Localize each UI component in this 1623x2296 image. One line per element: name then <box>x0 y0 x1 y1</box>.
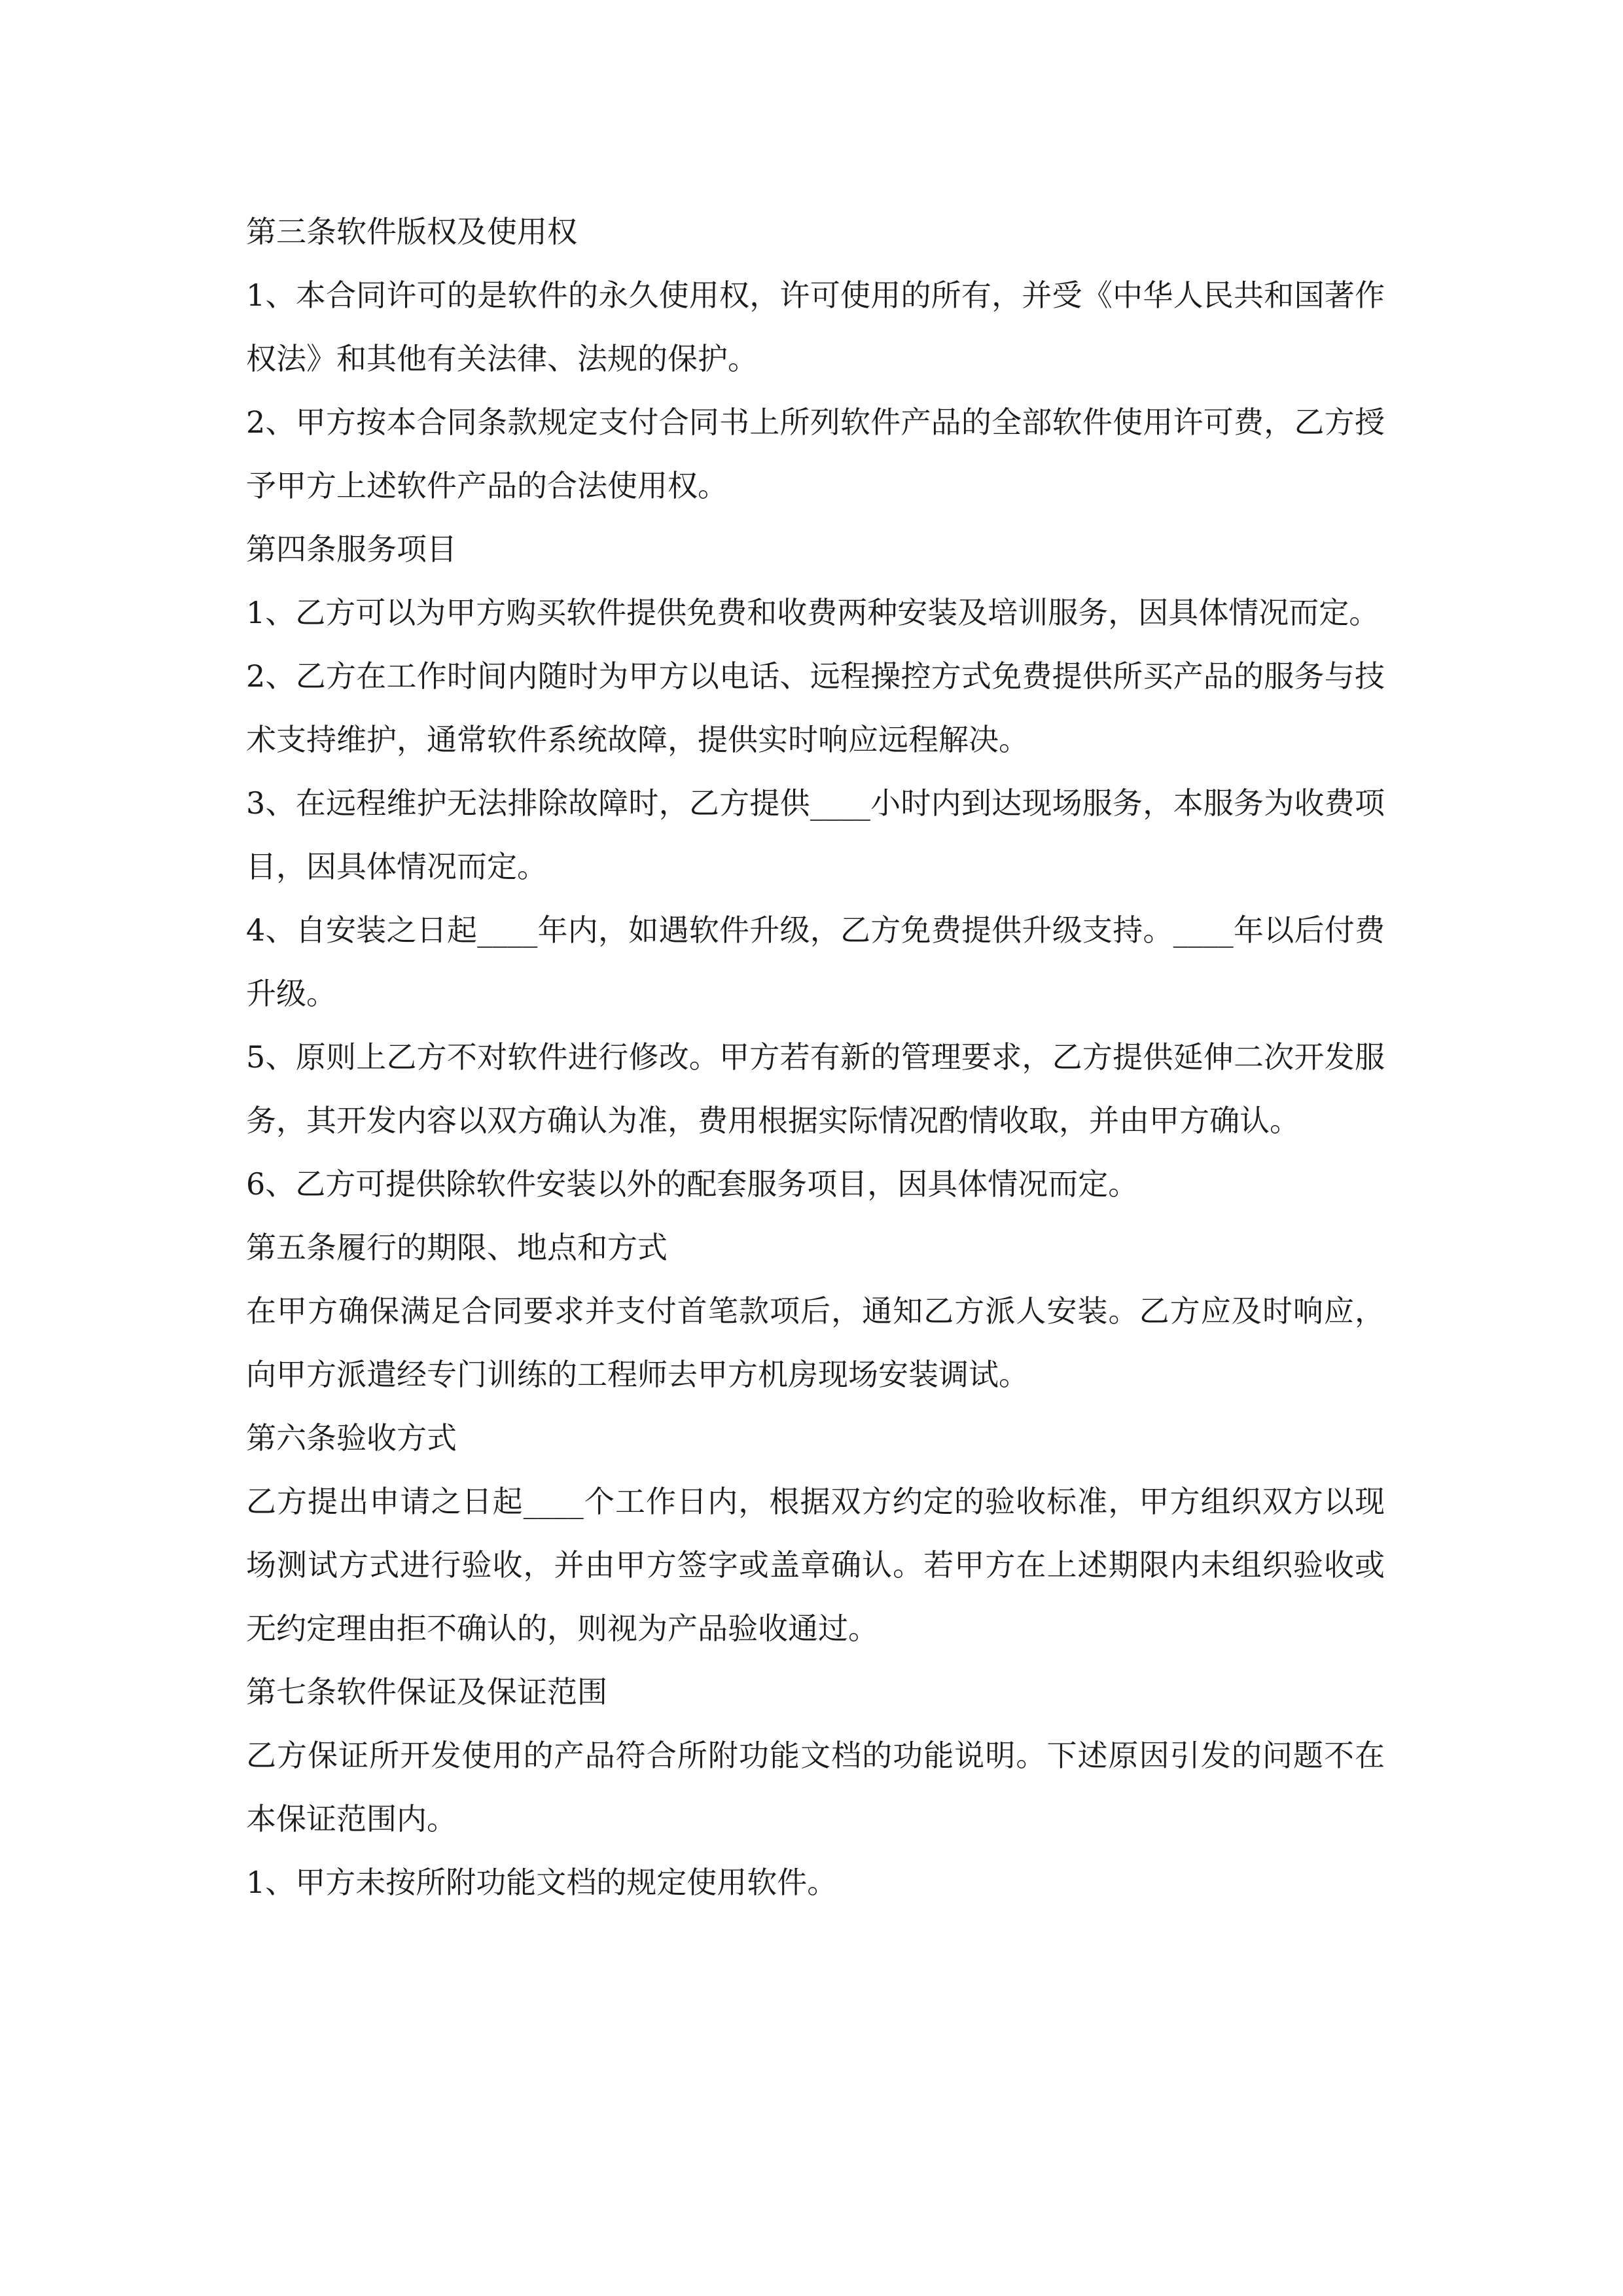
document-body <box>246 200 1385 1914</box>
article-3-clause-1: 1、本合同许可的是软件的永久使用权，许可使用的所有，并受《中华人民共和国著作权法》和其他有关法律、法规的保护。 <box>246 278 1385 376</box>
article-7-body: 乙方保证所开发使用的产品符合所附功能文档的功能说明。下述原因引发的问题不在本保证范围内。 <box>246 1738 1385 1837</box>
article-7-heading: 第七条软件保证及保证范围 <box>246 1674 607 1710</box>
article-4-clause-1: 1、乙方可以为甲方购买软件提供免费和收费两种安装及培训服务，因具体情况而定。 <box>246 595 1380 630</box>
article-6-heading: 第六条验收方式 <box>246 1420 457 1456</box>
article-4-heading: 第四条服务项目 <box>246 531 457 567</box>
article-4-clause-6: 6、乙方可提供除软件安装以外的配套服务项目，因具体情况而定。 <box>246 1166 1139 1202</box>
article-5-body: 在甲方确保满足合同要求并支付首笔款项后，通知乙方派人安装。乙方应及时响应，向甲方派遣经专门训练的工程师去甲方机房现场安装调试。 <box>246 1293 1385 1392</box>
article-4-clause-4: 4、自安装之日起____年内，如遇软件升级，乙方免费提供升级支持。____年以后付费升级。 <box>246 912 1385 1011</box>
article-4-clause-2: 2、乙方在工作时间内随时为甲方以电话、远程操控方式免费提供所买产品的服务与技术支持维护，通常软件系统故障，提供实时响应远程解决。 <box>246 658 1385 757</box>
article-3-clause-2: 2、甲方按本合同条款规定支付合同书上所列软件产品的全部软件使用许可费，乙方授予甲方上述软件产品的合法使用权。 <box>246 404 1385 503</box>
article-3-heading: 第三条软件版权及使用权 <box>246 214 577 249</box>
article-5-heading: 第五条履行的期限、地点和方式 <box>246 1230 668 1265</box>
article-6-body: 乙方提出申请之日起____个工作日内，根据双方约定的验收标准，甲方组织双方以现场测试方式进行验收，并由甲方签字或盖章确认。若甲方在上述期限内未组织验收或无约定理由拒不确认的，则视为产品验收通过。 <box>246 1484 1385 1646</box>
article-4-clause-3: 3、在远程维护无法排除故障时，乙方提供____小时内到达现场服务，本服务为收费项目，因具体情况而定。 <box>246 785 1385 884</box>
article-4-clause-5: 5、原则上乙方不对软件进行修改。甲方若有新的管理要求，乙方提供延伸二次开发服务，其开发内容以双方确认为准，费用根据实际情况酌情收取，并由甲方确认。 <box>246 1039 1385 1138</box>
article-7-clause-1: 1、甲方未按所附功能文档的规定使用软件。 <box>246 1865 838 1900</box>
